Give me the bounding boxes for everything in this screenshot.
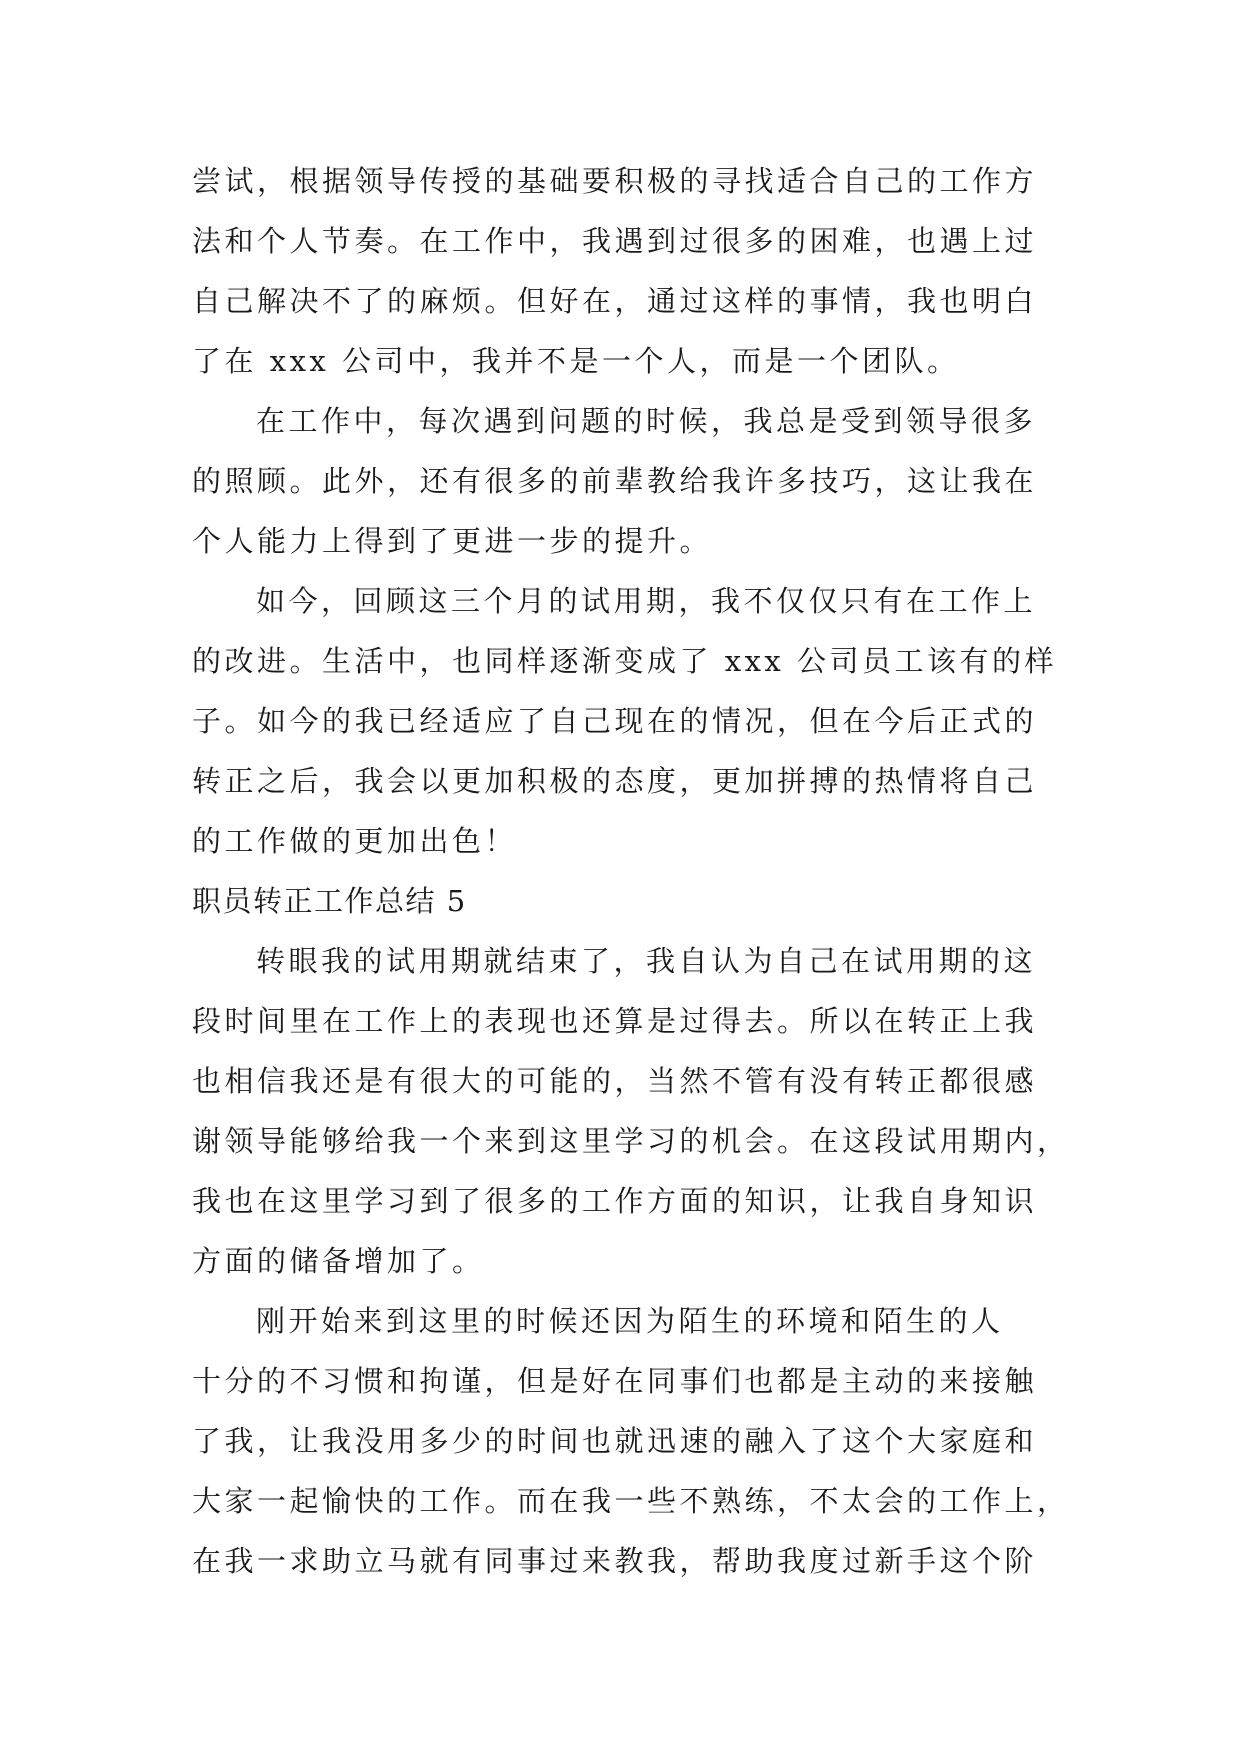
- text-line: 也相信我还是有很大的可能的，当然不管有没有转正都很感: [192, 1064, 1038, 1098]
- text-line: 自己解决不了的麻烦。但好在，通过这样的事情，我也明白: [192, 284, 1038, 318]
- text-line: 的工作做的更加出色！: [192, 824, 518, 858]
- text-line: 方面的储备增加了。: [192, 1244, 485, 1278]
- text-line: 转眼我的试用期就结束了，我自认为自己在试用期的这: [256, 944, 1037, 978]
- paragraph: [192, 931, 1070, 1291]
- text-line: 子。如今的我已经适应了自己现在的情况，但在今后正式的: [192, 704, 1038, 738]
- text-line: 转正之后，我会以更加积极的态度，更加拼搏的热情将自己: [192, 764, 1038, 798]
- text-line: 的改进。生活中，也同样逐渐变成了 xxx 公司员工该有的样: [192, 644, 1058, 678]
- text-line: 十分的不习惯和拘谨，但是好在同事们也都是主动的来接触: [192, 1364, 1038, 1398]
- paragraph: [192, 151, 1052, 391]
- text-line: 刚开始来到这里的时候还因为陌生的环境和陌生的人: [256, 1304, 1004, 1338]
- text-line: 尝试，根据领导传授的基础要积极的寻找适合自己的工作方: [192, 164, 1038, 198]
- text-line: 如今，回顾这三个月的试用期，我不仅仅只有在工作上: [256, 584, 1037, 618]
- text-line: 了在 xxx 公司中，我并不是一个人，而是一个团队。: [192, 344, 960, 378]
- text-line: 在工作中，每次遇到问题的时候，我总是受到领导很多: [256, 404, 1037, 438]
- text-line: 的照顾。此外，还有很多的前辈教给我许多技巧，这让我在: [192, 464, 1038, 498]
- text-line: 我也在这里学习到了很多的工作方面的知识，让我自身知识: [192, 1184, 1038, 1218]
- text-line: 法和个人节奏。在工作中，我遇到过很多的困难，也遇上过: [192, 224, 1038, 258]
- text-line: 在我一求助立马就有同事过来教我，帮助我度过新手这个阶: [192, 1544, 1038, 1578]
- text-line: 了我，让我没用多少的时间也就迅速的融入了这个大家庭和: [192, 1424, 1038, 1458]
- text-line: 段时间里在工作上的表现也还算是过得去。所以在转正上我: [192, 1004, 1038, 1038]
- paragraph: [192, 571, 1058, 871]
- text-line: 个人能力上得到了更进一步的提升。: [192, 524, 713, 558]
- text-line: 谢领导能够给我一个来到这里学习的机会。在这段试用期内，: [192, 1124, 1070, 1158]
- document-page: [192, 151, 1070, 1591]
- paragraph: [192, 1291, 1070, 1591]
- section-heading: 职员转正工作总结 5: [192, 884, 467, 918]
- paragraph: [192, 391, 1052, 571]
- text-line: 大家一起愉快的工作。而在我一些不熟练，不太会的工作上，: [192, 1484, 1070, 1518]
